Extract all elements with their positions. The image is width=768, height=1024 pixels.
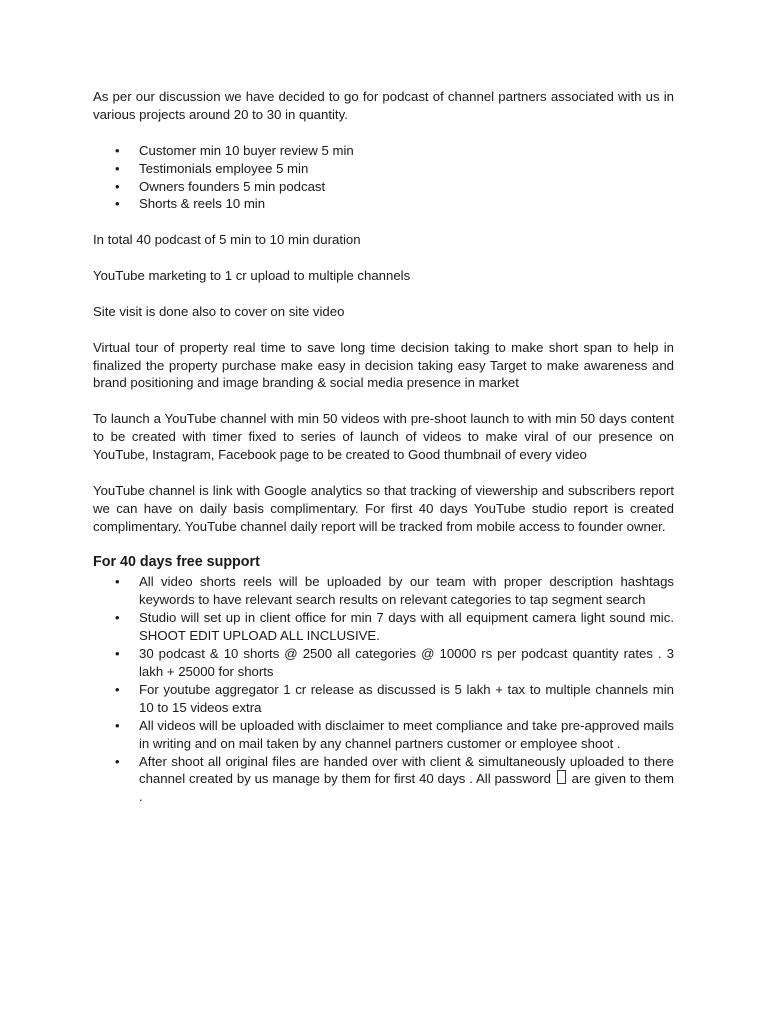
list-item-text: Testimonials employee 5 min <box>139 160 309 176</box>
youtube-marketing-paragraph: YouTube marketing to 1 cr upload to multiple channels <box>93 268 411 284</box>
list-item <box>93 573 674 609</box>
list-item <box>93 681 674 717</box>
bullet-icon: • <box>115 142 120 158</box>
site-visit-paragraph: Site visit is done also to cover on site video <box>93 303 345 319</box>
support-heading: For 40 days free support <box>93 554 260 571</box>
deliverables-list <box>93 142 674 214</box>
bullet-icon: • <box>115 646 120 662</box>
list-item <box>93 195 674 213</box>
list-item-text: Owners founders 5 min podcast <box>139 178 326 194</box>
list-item-text: Studio will set up in client office for min 7 days with all equipment camera light sound mic. SHOOT EDIT UPLOAD ALL INCLUSIVE. <box>139 610 674 644</box>
list-item-text: For youtube aggregator 1 cr release as discussed is 5 lakh + tax to multiple channels min 10 to 15 videos extra <box>139 681 674 715</box>
list-item <box>93 160 674 178</box>
support-list <box>93 573 674 806</box>
bullet-icon: • <box>115 178 120 194</box>
bullet-icon: • <box>115 196 120 212</box>
bullet-icon: • <box>115 160 120 176</box>
list-item-text: Customer min 10 buyer review 5 min <box>139 142 354 158</box>
list-item <box>93 645 674 681</box>
list-item-text: 30 podcast & 10 shorts @ 2500 all categories @ 10000 rs per podcast quantity rates . 3 lakh + 25000 for shorts <box>139 646 674 679</box>
document-page <box>93 88 674 806</box>
bullet-icon: • <box>115 753 120 769</box>
bullet-icon: • <box>115 717 120 733</box>
list-item-text: Shorts & reels 10 min <box>139 196 266 212</box>
list-item-text: are given to them . <box>139 771 675 805</box>
missing-glyph-icon <box>557 770 566 784</box>
list-item-text: After shoot all original files are handed over with client & simultaneously uploaded to there channel created by us manage by them for first 40 days . All password <box>139 753 674 787</box>
list-item <box>93 717 674 753</box>
list-item <box>93 753 674 807</box>
total-paragraph: In total 40 podcast of 5 min to 10 min duration <box>93 232 361 248</box>
list-item-text: All videos will be uploaded with disclaimer to meet compliance and take pre-approved mails in writing and on mail taken by any channel partners customer or employee shoot . <box>139 717 674 751</box>
bullet-icon: • <box>115 610 120 626</box>
intro-paragraph: As per our discussion we have decided to go for podcast of channel partners associated with us in various projects around 20 to 30 in quantity. <box>93 89 674 122</box>
list-item <box>93 142 674 160</box>
virtual-tour-paragraph: Virtual tour of property real time to save long time decision taking to make short span to help in finalized the property purchase make easy in decision taking easy Target to make awareness and brand positioning and image branding & social media presence in market <box>93 339 674 391</box>
list-item <box>93 609 674 645</box>
list-item-text: All video shorts reels will be uploaded by our team with proper description hashtags keywords to have relevant search results on relevant categories to tap segment search <box>139 574 674 608</box>
analytics-paragraph: YouTube channel is link with Google analytics so that tracking of viewership and subscribers report we can have on daily basis complimentary. For first 40 days YouTube studio report is created complimentary. YouTube channel daily report will be tracked from mobile access to founder owner. <box>93 482 674 534</box>
launch-paragraph: To launch a YouTube channel with min 50 videos with pre-shoot launch to with min 50 days content to be created with timer fixed to series of launch of videos to make viral of our presence on YouTube, Instagram, Facebook page to be created to Good thumbnail of every video <box>93 411 674 463</box>
bullet-icon: • <box>115 574 120 590</box>
bullet-icon: • <box>115 681 120 697</box>
list-item <box>93 178 674 196</box>
